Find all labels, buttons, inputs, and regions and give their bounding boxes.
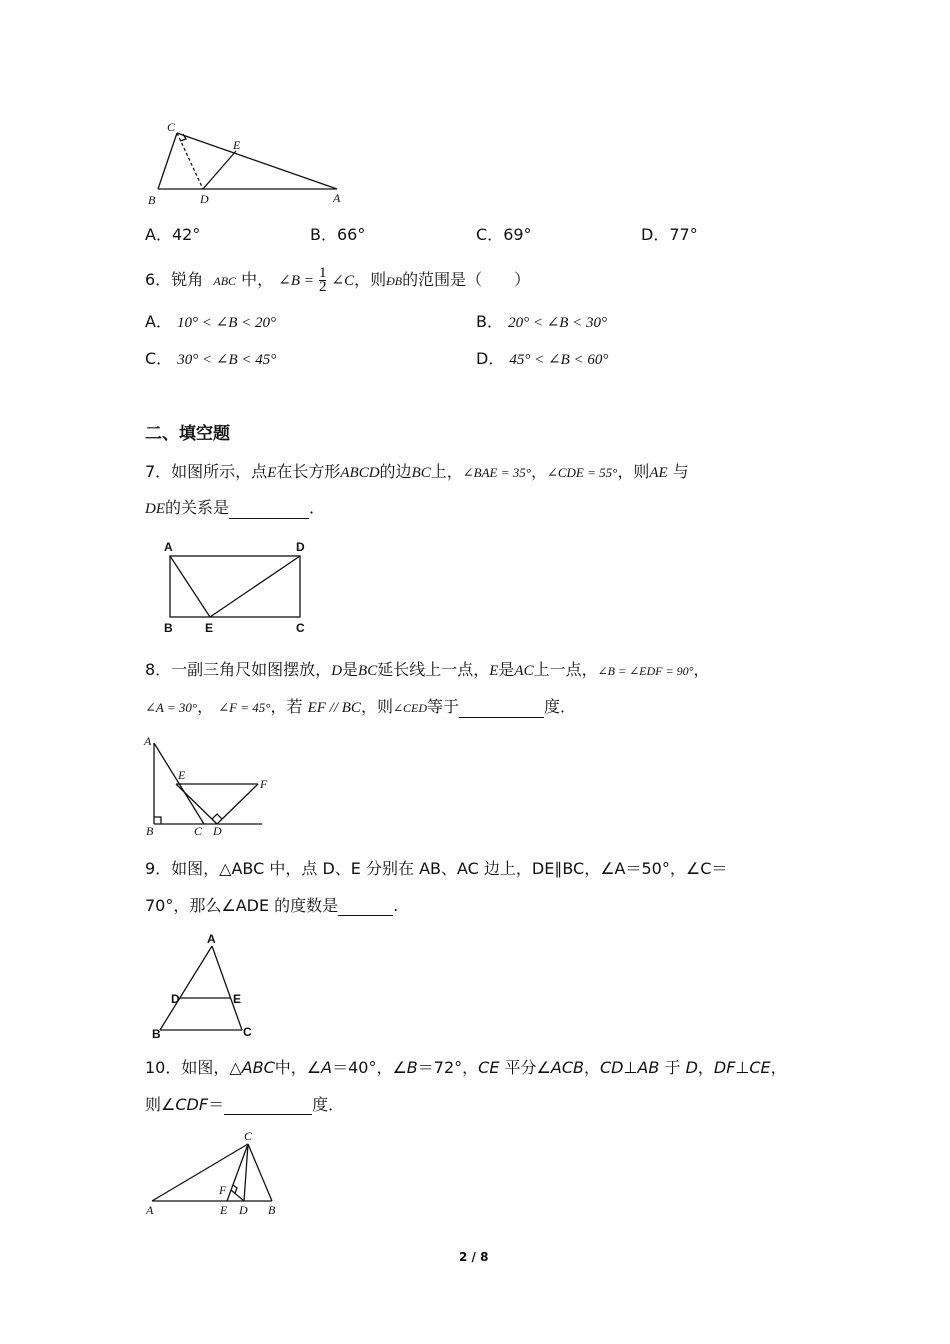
label-c: C	[167, 120, 176, 134]
label-c: C	[194, 824, 203, 838]
label-b: B	[146, 824, 154, 838]
label-a: A	[207, 932, 216, 946]
label-b: B	[268, 1203, 276, 1217]
label-a: A	[164, 540, 173, 554]
q7-answer-blank[interactable]	[229, 500, 309, 519]
label-d: D	[239, 1203, 248, 1217]
q9-line1: 9．如图，△ABC 中，点 D、E 分别在 AB、AC 边上，DE∥BC，∠A＝50°，∠C＝	[145, 859, 728, 878]
q6-option-a: A． 10° < ∠B < 20°	[145, 312, 277, 331]
label-b: B	[164, 621, 173, 635]
q6-option-c: C． 30° < ∠B < 45°	[145, 349, 277, 368]
q5-option-b: B．66°	[310, 225, 366, 244]
label-a: A	[333, 191, 341, 205]
figure-q5	[140, 115, 350, 210]
section-heading: 二、填空题	[145, 424, 230, 444]
label-d: D	[296, 540, 305, 554]
q7-line2: DE的关系是 ．	[145, 498, 326, 517]
label-d: D	[213, 824, 222, 838]
q9-line2: 70°，那么∠ADE 的度数是 .	[145, 896, 399, 915]
q8-line2: ∠A = 30°， ∠F = 45°，若 EF // BC，则∠CED等于 度．	[145, 697, 577, 716]
q6-stem: 6．锐角 ABC 中， ∠B = $\frac{1}{2}$ ∠C，则ÐB的范围是（ ）	[145, 265, 531, 295]
label-f: F	[219, 1183, 227, 1197]
label-c: C	[244, 1129, 253, 1143]
q5-option-c: C．69°	[476, 225, 532, 244]
label-b: B	[152, 1027, 161, 1041]
page-number: 2 / 8	[459, 1250, 489, 1264]
label-e: E	[178, 768, 186, 782]
label-a: A	[144, 734, 152, 748]
label-c: C	[296, 621, 305, 635]
figure-q10	[140, 1128, 290, 1223]
q7-line1: 7．如图所示，点E在长方形ABCD的边BC上，∠BAE = 35°，∠CDE = 55°，则AE 与	[145, 462, 689, 481]
label-e: E	[205, 621, 214, 635]
q8-line1: 8．一副三角尺如图摆放，D是BC延长线上一点，E是AC上一点，∠B = ∠EDF = 90°，	[145, 660, 710, 679]
q10-line2: 则∠CDF＝ 度．	[145, 1095, 345, 1114]
q6-option-d: D． 45° < ∠B < 60°	[476, 349, 609, 368]
q6-option-b: B． 20° < ∠B < 30°	[476, 312, 608, 331]
q5-option-d: D．77°	[641, 225, 698, 244]
label-c: C	[243, 1025, 252, 1039]
q9-answer-blank[interactable]	[338, 897, 393, 916]
figure-q8	[140, 733, 270, 838]
label-d: D	[200, 192, 209, 206]
label-b: B	[148, 193, 156, 207]
q10-answer-blank[interactable]	[224, 1096, 312, 1115]
figure-q9	[150, 932, 260, 1042]
q10-line1: 10．如图，△ABC中，∠A＝40°，∠B＝72°，CE 平分∠ACB，CD⊥AB 于 D，DF⊥CE，	[145, 1058, 787, 1077]
label-f: F	[260, 777, 268, 791]
label-d: D	[171, 992, 180, 1006]
figure-q7	[158, 535, 318, 635]
label-e: E	[233, 992, 242, 1006]
label-a: A	[146, 1203, 154, 1217]
label-e: E	[220, 1203, 228, 1217]
label-e: E	[233, 138, 241, 152]
q8-answer-blank[interactable]	[459, 699, 544, 718]
q5-option-a: A．42°	[145, 225, 201, 244]
